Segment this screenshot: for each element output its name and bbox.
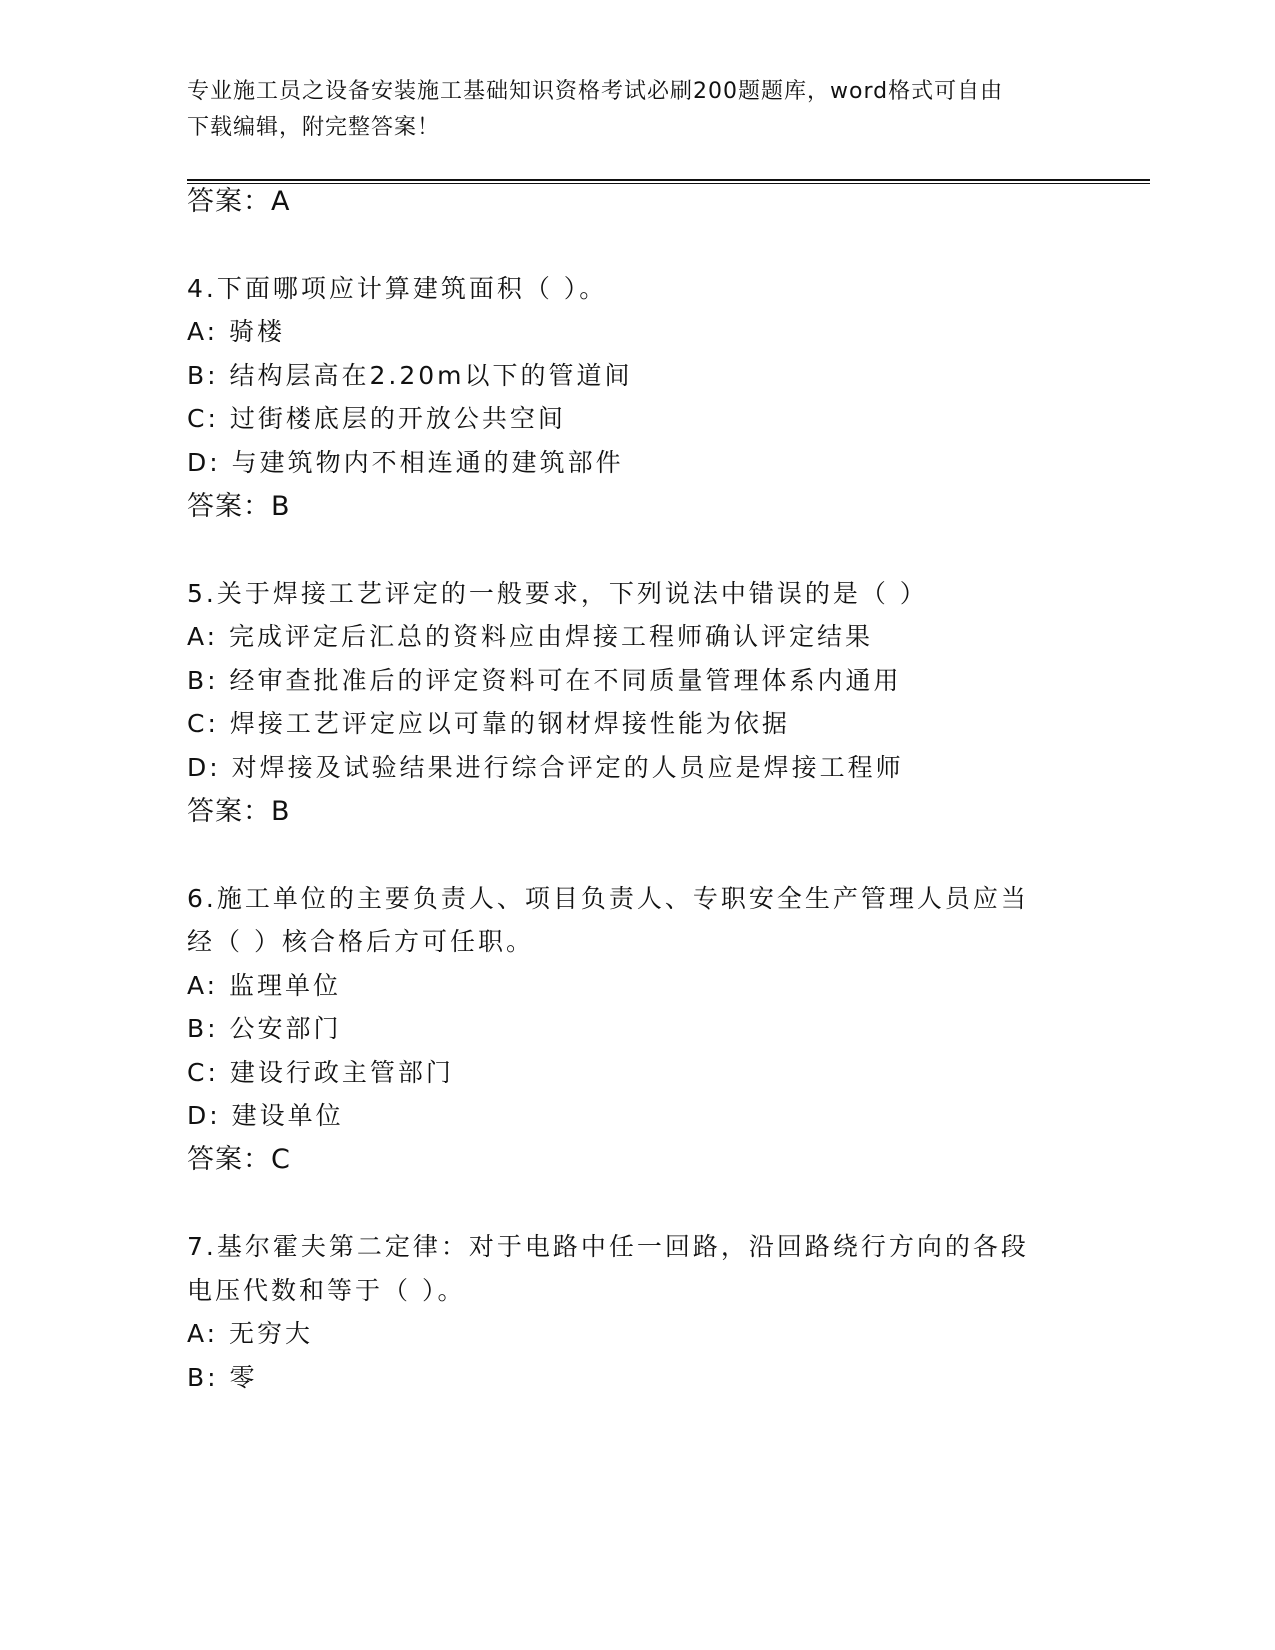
question-7-option-b: B: 零	[187, 1363, 258, 1392]
question-6-answer: 答案：C	[187, 1144, 291, 1175]
answer-line: 答案：A	[187, 186, 291, 217]
question-4-answer: 答案：B	[187, 491, 291, 522]
question-5-option-b: B: 经审查批准后的评定资料可在不同质量管理体系内通用	[187, 666, 902, 695]
header-line-2: 下载编辑，附完整答案！	[187, 115, 441, 140]
question-6-option-a: A: 监理单位	[187, 971, 342, 1000]
question-4-option-c: C: 过街楼底层的开放公共空间	[187, 404, 566, 433]
question-7-stem-line-1: 7.基尔霍夫第二定律：对于电路中任一回路，沿回路绕行方向的各段	[187, 1232, 1029, 1261]
question-4-option-a: A: 骑楼	[187, 317, 286, 346]
question-6-stem-line-1: 6.施工单位的主要负责人、项目负责人、专职安全生产管理人员应当	[187, 884, 1029, 913]
document-header	[187, 74, 1067, 146]
question-5-option-a: A: 完成评定后汇总的资料应由焊接工程师确认评定结果	[187, 622, 874, 651]
header-divider-thick	[187, 179, 1150, 181]
question-6-option-c: C: 建设行政主管部门	[187, 1058, 454, 1087]
question-4-stem: 4.下面哪项应计算建筑面积（ ）。	[187, 274, 608, 303]
header-divider-thin	[187, 183, 1150, 184]
question-5-answer: 答案：B	[187, 796, 291, 827]
question-5-option-d: D: 对焊接及试验结果进行综合评定的人员应是焊接工程师	[187, 753, 904, 782]
question-4-option-d: D: 与建筑物内不相连通的建筑部件	[187, 448, 624, 477]
question-6-option-b: B: 公安部门	[187, 1014, 342, 1043]
question-6-stem-line-2: 经（ ）核合格后方可任职。	[187, 927, 534, 956]
question-4-option-b: B: 结构层高在2.20m以下的管道间	[187, 361, 633, 390]
question-7-stem-line-2: 电压代数和等于（ ）。	[187, 1276, 466, 1305]
question-6-option-d: D: 建设单位	[187, 1101, 344, 1130]
header-line-1: 专业施工员之设备安装施工基础知识资格考试必刷200题题库，word格式可自由	[187, 79, 1004, 104]
question-5-stem: 5.关于焊接工艺评定的一般要求，下列说法中错误的是（ ）	[187, 579, 928, 608]
question-7-option-a: A: 无穷大	[187, 1319, 314, 1348]
question-5-option-c: C: 焊接工艺评定应以可靠的钢材焊接性能为依据	[187, 709, 790, 738]
